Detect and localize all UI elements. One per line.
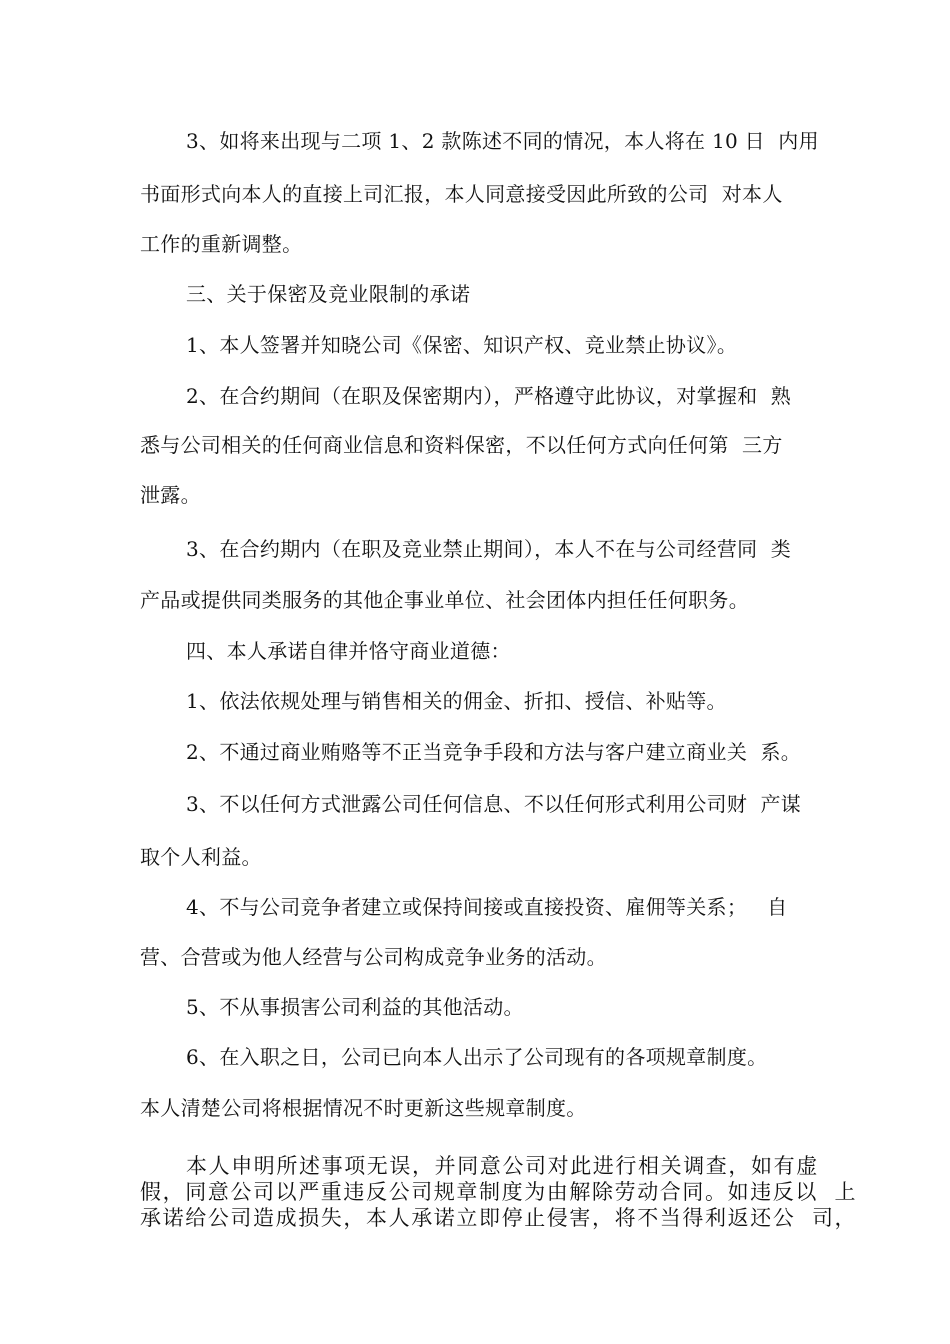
section-heading: 三、关于保密及竞业限制的承诺: [186, 282, 471, 306]
paragraph-line: 3、不以任何方式泄露公司任何信息、不以任何形式利用公司财 产谋: [186, 792, 802, 816]
paragraph-line: 工作的重新调整。: [140, 232, 303, 256]
section-heading: 四、本人承诺自律并恪守商业道德：: [186, 639, 511, 663]
paragraph-line: 悉与公司相关的任何商业信息和资料保密，不以任何方式向任何第 三方: [140, 433, 783, 457]
paragraph-line: 3、如将来出现与二项 1、2 款陈述不同的情况，本人将在 10 日 内用: [186, 129, 819, 153]
paragraph-line: 4、不与公司竞争者建立或保持间接或直接投资、雇佣等关系； 自: [186, 895, 788, 919]
paragraph-line: 3、在合约期内（在职及竞业禁止期间），本人不在与公司经营同 类: [186, 537, 792, 561]
paragraph-line: 书面形式向本人的直接上司汇报，本人同意接受因此所致的公司 对本人: [140, 182, 783, 206]
paragraph-line: 1、本人签署并知晓公司《保密、知识产权、竞业禁止协议》。: [186, 333, 738, 357]
paragraph-line: 泄露。: [140, 483, 201, 507]
paragraph-line: 营、合营或为他人经营与公司构成竞争业务的活动。: [140, 945, 607, 969]
paragraph-line: 承诺给公司造成损失，本人承诺立即停止侵害，将不当得利返还公 司，: [140, 1206, 858, 1230]
paragraph-line: 本人清楚公司将根据情况不时更新这些规章制度。: [140, 1096, 587, 1120]
paragraph-line: 取个人利益。: [140, 845, 262, 869]
paragraph-line: 产品或提供同类服务的其他企事业单位、社会团体内担任任何职务。: [140, 588, 749, 612]
paragraph-line: 2、不通过商业贿赂等不正当竞争手段和方法与客户建立商业关 系。: [186, 740, 802, 764]
paragraph-line: 假，同意公司以严重违反公司规章制度为由解除劳动合同。如违反以 上: [140, 1180, 858, 1204]
paragraph-line: 5、不从事损害公司利益的其他活动。: [186, 995, 524, 1019]
paragraph-line: 1、依法依规处理与销售相关的佣金、折扣、授信、补贴等。: [186, 689, 727, 713]
paragraph-line: 2、在合约期间（在职及保密期内），严格遵守此协议，对掌握和 熟: [186, 384, 792, 408]
paragraph-line: 6、在入职之日，公司已向本人出示了公司现有的各项规章制度。: [186, 1045, 768, 1069]
paragraph-line: 本人申明所述事项无误，并同意公司对此进行相关调查，如有虚: [186, 1154, 819, 1178]
